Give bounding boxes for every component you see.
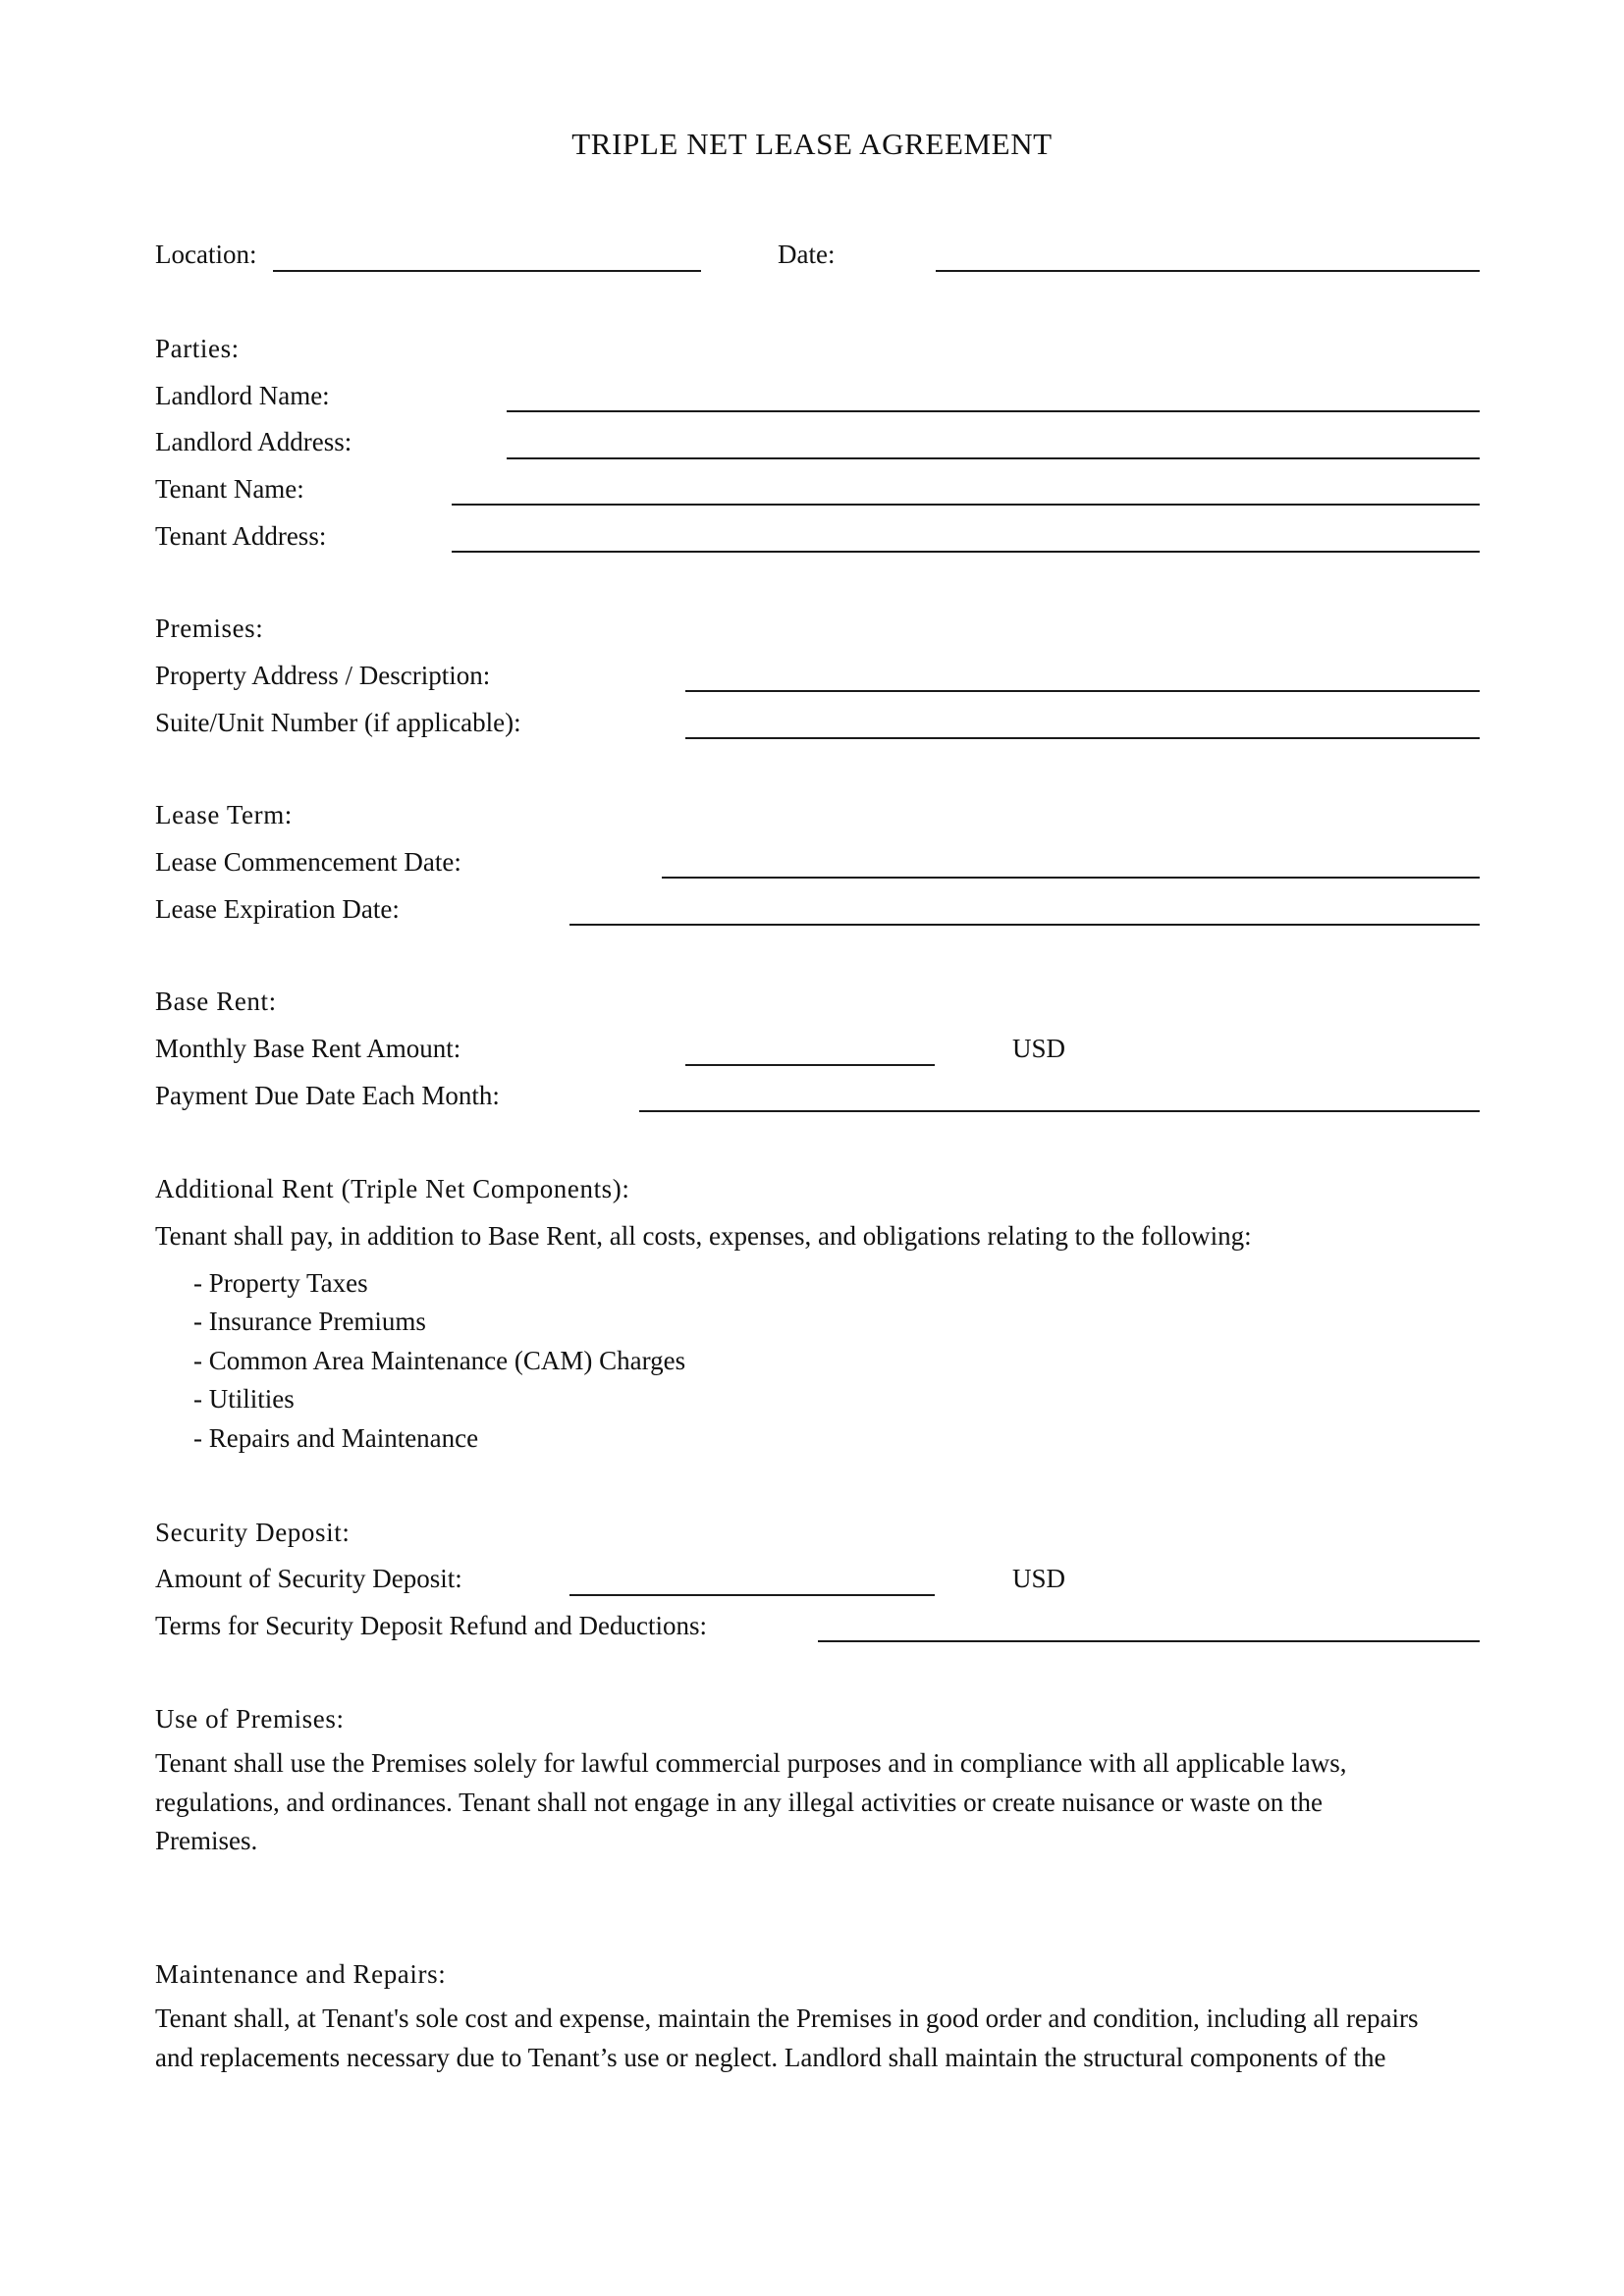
date-field[interactable] — [936, 270, 1480, 272]
expiration-date-label: Lease Expiration Date: — [155, 894, 400, 924]
tenant-address-label: Tenant Address: — [155, 521, 327, 551]
additional-rent-intro: Tenant shall pay, in addition to Base Rent, all costs, expenses, and obligations relating to the following: — [155, 1221, 1252, 1251]
paragraph-line: regulations, and ordinances. Tenant shall not engage in any illegal activities or create nuisance or waste on the — [155, 1787, 1323, 1817]
monthly-rent-label: Monthly Base Rent Amount: — [155, 1034, 461, 1063]
landlord-address-field[interactable] — [507, 457, 1480, 459]
payment-due-field[interactable] — [639, 1110, 1480, 1112]
paragraph-line: Tenant shall, at Tenant's sole cost and expense, maintain the Premises in good order and condition, including all repairs — [155, 2003, 1419, 2033]
commencement-date-field[interactable] — [662, 877, 1480, 879]
landlord-name-label: Landlord Name: — [155, 381, 330, 410]
landlord-name-field[interactable] — [507, 410, 1480, 412]
location-field[interactable] — [273, 270, 701, 272]
additional-rent-heading: Additional Rent (Triple Net Components): — [155, 1174, 630, 1203]
deposit-amount-label: Amount of Security Deposit: — [155, 1564, 462, 1593]
deposit-terms-field[interactable] — [818, 1640, 1480, 1642]
paragraph-line: and replacements necessary due to Tenant’s use or neglect. Landlord shall maintain the structural components of the — [155, 2042, 1386, 2072]
paragraph-line: Tenant shall use the Premises solely for lawful commercial purposes and in compliance with all applicable laws, — [155, 1748, 1347, 1778]
tenant-address-field[interactable] — [452, 551, 1480, 553]
monthly-rent-field[interactable] — [685, 1064, 935, 1066]
document-title: TRIPLE NET LEASE AGREEMENT — [571, 127, 1053, 161]
use-of-premises-text — [155, 1744, 1481, 1861]
suite-unit-field[interactable] — [685, 737, 1480, 739]
location-label: Location: — [155, 240, 257, 269]
deposit-amount-field[interactable] — [569, 1594, 935, 1596]
suite-unit-label: Suite/Unit Number (if applicable): — [155, 708, 521, 737]
maintenance-heading: Maintenance and Repairs: — [155, 1959, 447, 1989]
paragraph-line: Premises. — [155, 1826, 258, 1855]
list-item: - Utilities — [193, 1384, 295, 1414]
date-label: Date: — [778, 240, 836, 269]
list-item: - Repairs and Maintenance — [193, 1423, 479, 1453]
deposit-terms-label: Terms for Security Deposit Refund and Deductions: — [155, 1611, 707, 1640]
lease-term-heading: Lease Term: — [155, 800, 293, 829]
payment-due-label: Payment Due Date Each Month: — [155, 1081, 500, 1110]
base-rent-heading: Base Rent: — [155, 987, 277, 1016]
premises-heading: Premises: — [155, 614, 264, 643]
use-of-premises-heading: Use of Premises: — [155, 1704, 345, 1734]
list-item: - Common Area Maintenance (CAM) Charges — [193, 1346, 686, 1375]
property-address-label: Property Address / Description: — [155, 661, 491, 690]
expiration-date-field[interactable] — [569, 924, 1480, 926]
monthly-rent-currency: USD — [1012, 1034, 1066, 1063]
landlord-address-label: Landlord Address: — [155, 427, 352, 456]
deposit-currency: USD — [1012, 1564, 1066, 1593]
tenant-name-field[interactable] — [452, 504, 1480, 506]
commencement-date-label: Lease Commencement Date: — [155, 847, 461, 877]
list-item: - Property Taxes — [193, 1268, 368, 1298]
maintenance-text — [155, 2000, 1481, 2077]
security-deposit-heading: Security Deposit: — [155, 1518, 351, 1547]
list-item: - Insurance Premiums — [193, 1307, 426, 1336]
parties-heading: Parties: — [155, 334, 240, 363]
property-address-field[interactable] — [685, 690, 1480, 692]
tenant-name-label: Tenant Name: — [155, 474, 304, 504]
